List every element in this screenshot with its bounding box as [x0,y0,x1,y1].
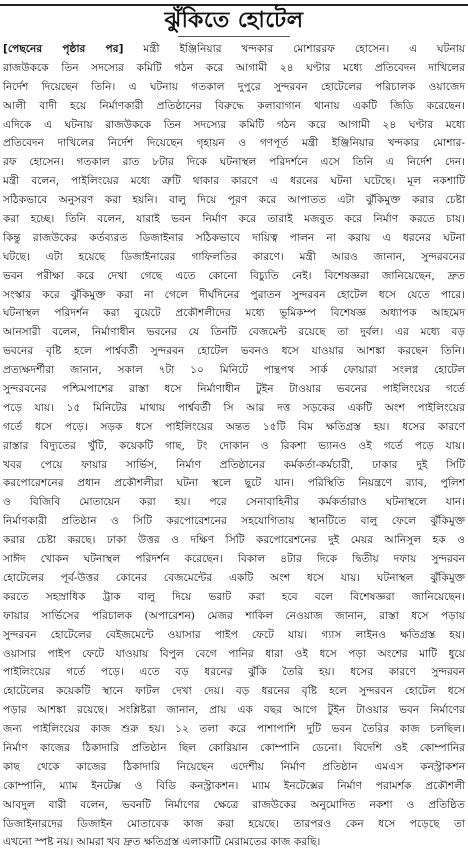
article-line: ও বিজিবি মোতায়েন করা হয়। পরে সেনাবাহিনীর কর্মকর্তারাও ঘটনাস্থলে যান। [3,496,465,509]
article-line: হোটেলের কয়েকটি স্থানে ফাটল দেখা দেয়। বড় ধরনের বৃষ্টি হলে সুন্দরবন হোটেল ধসে [3,685,465,698]
article-line: সঠিকভাবে অনুসরণ করা হয়নি। বালু দিয়ে পূরণ করে আপাতত এটা ঝুঁকিমুক্ত করার চেষ্টা [3,194,466,207]
article-line: করার চেষ্টা করছে। ঢাকা উত্তর ও দক্ষিণ সিটি করপোরেশনের দুই মেয়র আনিসুল হক ও [3,534,465,547]
article-line: জন্য পাইলিংয়ের কাজ শুরু হয়। ১২ তলা করে পাশাপাশি দুটি ভবন তৈরির কাজ চলছিল। [3,723,465,736]
article-line: নির্মাণ কাজের ঠিকাদারি প্রতিষ্ঠান ছিল কোরিয়ান কোম্পানি ডেনো। বিদেশি ওই কোম্পানির [3,741,465,754]
article-line: ভবন পরীক্ষা করে দেখা গেছে এতে কোনো বিচ্যুতি নেই। বিশেষজ্ঞরা জানিয়েছেন, দ্রুত [3,269,465,282]
article-line [3,40,465,59]
article-line: ঘটনাস্থল পরিদর্শন করা বুয়েটে প্রকৌশলীদের মধ্যে ভূমিকম্প বিশেষজ্ঞ অধ্যাপক আহমেদ [3,307,465,320]
article-line: নির্মাণকারী প্রতিষ্ঠান ও সিটি করপোরেশনের সহযোগিতায় স্থানটিতে বালু ফেলে ঝুঁকিমুক্ত [3,515,465,528]
headline-divider [178,36,290,37]
article-line: আলী বাদী হয়ে নির্মাণকারী প্রতিষ্ঠানের বিরুদ্ধে কলাবাগান থানায় একটি জিডি করেছেন। [3,99,465,112]
article-line: নির্দেশ দিয়েছেন তিনি। এ ঘটনায় গতকাল দুপুরে সুন্দরবন হোটেলের পরিচালক ওয়াজেদ [3,80,465,93]
article-line: এখনো স্পষ্ট নয়। আমরা খব দ্রুত ক্ষতিগ্রস্ত এলাকাটি মেরামতের কাজ করছি। [3,836,321,849]
article-line: পাইলিংয়ের গর্তে পড়ে। এতে বড় ধরনের ঝুঁকি তৈরি হয়। ধসের কারণে সুন্দরবন [3,666,465,679]
continued-from-label: [পেছনের পৃষ্ঠার পর] [3,43,124,55]
article-line: ফায়ার সার্ভিসের পরিচালক (অপারেশন) মেজর শাকিল নেওয়াজ জানান, রাস্তা ধসে পড়ায় [3,609,465,622]
article-line: কিন্তু রাজউকের কর্তব্যরত ডিজাইনার সঠিকভাবে দায়িত্ব পালন না করায় এ ধরনের ঘটনা [3,231,465,244]
article-line: পড়ে যায়। ১৫ মিনিটের মাথায় পার্শ্ববর্তী সি আর দত্ত সড়কের একটি অংশ পাইলিংয়ের [3,401,465,414]
article-line: প্রতিবেদন দাখিলের নির্দেশ দিয়েছেন গৃহায়ন ও গণপূর্ত মন্ত্রী ইঞ্জিনিয়ার খন্দকার মোশার- [3,137,465,150]
article-line: ডিজাইনারদের ডিজাইন মোতাবেক কাজ করা হয়েছে। তারপরও কেন ধসে পড়েছে তা [3,817,465,830]
article-line: পড়ার আশঙ্কা রয়েছে। সংশ্লিষ্টরা জানান, প্রায় এক বছর আগে টুইন টাওয়ার ভবন নির্মাণের [3,704,465,717]
article-line: সংস্কার করে ঝুঁকিমুক্ত করা না গেলে দীর্ঘদিনের পুরাতন সুন্দরবন হোটেল ধসে যেতে পারে। [3,288,465,301]
article-line: গর্তে ধসে পড়ে। সড়ক ধসে পাইলিংয়ের অন্তত ১৫টি বিম ক্ষতিগ্রস্ত হয়। ধসের কারণে [3,420,465,433]
article-line: এদিকে এ ঘটনায় রাজউককে তিন সদস্যের কমিটি গঠন করে আগামী ২৪ ঘণ্টার মধ্যে [3,118,465,131]
article-line: কাছ থেকে কাজের ঠিকাদারি নিয়েছেন এদেশীয় নির্মাণ প্রতিষ্ঠান এমএস কনস্ট্রাকশন [3,760,465,773]
article-line: সুন্দরবনের পশ্চিমপাশের রাস্তা ধসে নির্মাণাধীন টুইন টাওয়ার ভবনের পাইলিংয়ের গর্তে [3,383,465,396]
article-line: সুন্দরবন হোটেলের বেইজমেন্টে ওয়াসার পাইপ ফেটে যায়। গ্যাস লাইনও ক্ষতিগ্রস্ত হয়। [3,628,465,641]
article-line: রাজউককে তিন সদস্যের কমিটি গঠন করে আগামী ২৪ ঘণ্টার মধ্যে প্রতিবেদন দাখিলের [3,61,465,74]
article-line: রফ হোসেন। গতকাল রাত ৮টার দিকে ঘটনাস্থল পরিদর্শনে এসে তিনি এ নির্দেশ দেন। [3,156,465,169]
article-line: আনসারী বলেন, নির্মাণাধীন ভবনের যে তিনটি বেজমেন্ট রয়েছে তা দুর্বল। এর মধ্যে বড় [3,326,465,339]
article-line: কোম্পানি, ম্যাম ইনটেক্স ও বিডি কনস্ট্রাকশন। ম্যাম ইনটেক্সের নির্মাণ পরামর্শক প্রকৌশলী [3,779,465,792]
article-line: আবদুল বারী বলেন, ভবনটি নির্মাণের ক্ষেত্রে রাজউকের অনুমোদিত নকশা ও প্রতিষ্ঠিত [3,798,465,811]
article-line: মন্ত্রী বলেন, পাইলিংয়ের মধ্যে ত্রুটি থাকার কারণে এ ধরনের ঘটনা ঘটেছে। মূল নকশাটি [3,175,465,188]
article-line: খবর পেয়ে ফায়ার সার্ভিস, নির্মাণ প্রতিষ্ঠানের কর্মকর্তা-কর্মচারী, ঢাকার দুই সিটি [3,458,465,471]
article-line: ভবনের বৃষ্টি হলে পার্শ্ববর্তী সুন্দরবন হোটেল ভবনও ধসে যাওয়ার আশঙ্কা করছেন তিনি। [3,345,465,358]
article-headline: ঝুঁকিতে হোটেল [164,8,304,33]
article-line: সাঈদ খোকন ঘটনাস্থল পরিদর্শন করেছেন। বিকাল ৪টার দিকে দ্বিতীয় দফায় সুন্দরবন [3,553,465,566]
article-line: রাস্তার বিদ্যুতের খুঁটি, কয়েকটি গাছ, টং দোকান ও রিকশা ভ্যানও ওই গর্তে পড়ে যায়। [3,439,465,452]
article-line: করা হচ্ছে। তিনি বলেন, যারাই ভবন নির্মাণ করে তারাই মজবুত করে নির্মাণ করতে চায়। [3,213,465,226]
article-line: হোটেলের পূর্ব-উত্তর কোনের বেজমেন্টের একটি অংশ ধসে যায়। ঘটনাস্থল ঝুঁকিমুক্ত [3,571,465,584]
article-line: ওয়াসার পাইপ ফেটে যাওয়ায় বিপুল বেগে পানির ধারা ওই ধসে পড়া অংশের মাটি ধুয়ে [3,647,465,660]
article-line-text: মন্ত্রী ইঞ্জিনিয়ার খন্দকার মোশাররফ হোসেন। এ ঘটনায় [123,43,466,55]
article-line: করতে সহস্রাধিক ট্রাক বালু দিয়ে ভরাট করা হবে বলে বিশেষজ্ঞরা জানিয়েছেন। [3,590,465,603]
article-body [3,40,465,852]
article-line: করপোরেশনের প্রধান প্রকৌশলীরা ঘটনা স্থলে ছুটে যান। পরিস্থিতি নিয়ন্ত্রণে র‌্যাব, পুলিশ [3,477,465,490]
article-line: প্রত্যক্ষদর্শীরা জানান, সকাল ৭টা ১০ মিনিটে পান্থপথ সার্ক ফোয়ারা সংলগ্ন হোটেল [3,364,465,377]
article-line: ঘটছে। এটা হয়েছে ডিজাইনারের গাফিলতির কারণে। মন্ত্রী আরও জানান, সুন্দরবনের [3,250,465,263]
